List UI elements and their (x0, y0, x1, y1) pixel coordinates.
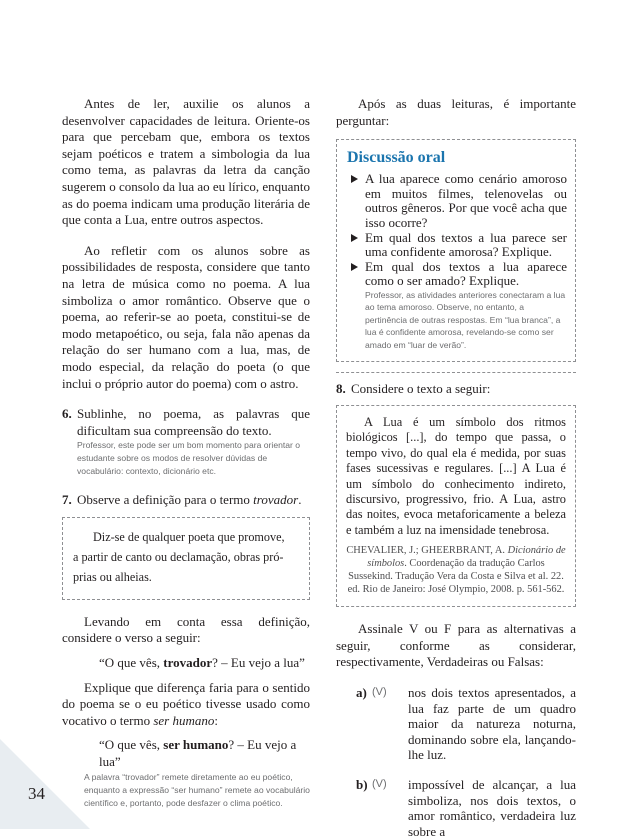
alternative-a (336, 685, 576, 763)
question-8-number: 8. (336, 381, 346, 397)
question-6 (62, 406, 310, 478)
alternative-b-letter: b) (356, 777, 368, 793)
discussion-item: Em qual dos textos a lua parece ser uma confidente amorosa? Explique. (347, 231, 567, 260)
question-6-text: Sublinhe, no poema, as palavras que dificultam sua compreensão do texto. (77, 406, 310, 438)
verse-ser-humano-term: ser humano (163, 737, 229, 753)
question-8-text: Considere o texto a seguir: (351, 381, 491, 397)
question-7 (62, 492, 310, 509)
definition-line-2: a partir de canto ou declamação, obras pró- (73, 549, 284, 564)
definition-line-3: prias ou alheias. (73, 569, 152, 584)
quote-box (336, 405, 576, 607)
question-7-number: 7. (62, 492, 72, 508)
triangle-bullet-icon (351, 234, 358, 242)
alternative-a-text: nos dois textos apresentados, a lua faz parte de um quadro maior da natureza noturna, dominando sobre ela, lançando-lhe luz. (408, 685, 576, 763)
alternative-a-answer: (V) (372, 686, 387, 699)
triangle-bullet-icon (351, 175, 358, 183)
question-6-teacher-note: Professor, este pode ser um bom momento para orientar o estudante sobre os modos de resolver dúvidas de vocabulário: contexto, dicionário etc. (77, 440, 301, 477)
teacher-paragraph-1: Antes de ler, auxilie os alunos a desenvolver capacidades de leitura. Oriente-os para que percebam que, embora os textos sejam poéticos e tratem a simbologia da lua como tema, as palavras da letra da canção sugerem o consolo da lua ao eu lírico, enquanto as do poema indicam uma produção literária de que conta a Lua, entre outros aspectos. (62, 96, 311, 228)
verse-trovador-term: trovador (163, 655, 213, 671)
quote-text: A Lua é um símbolo dos ritmos biológicos [...], do tempo que passa, o tempo vivo, do qual ela é medida, por suas fases sucessivas e regulares. [...] A Lua é um símbolo do conhecimento indireto, discursivo, progressivo, frio. A Lua, astro das noites, evoca metaforicamente a beleza e também a luz na imensidade tenebrosa. (346, 415, 566, 537)
discussion-item: A lua aparece como cenário amoroso em muitos filmes, telenovelas ou outros gêneros. Por que você acha que isso ocorre? (347, 172, 567, 230)
question-8 (336, 381, 576, 398)
consider-verse-paragraph: Levando em conta essa definição, considere o verso a seguir: (62, 613, 310, 646)
discussion-item: Em qual dos textos a lua aparece como o ser amado? Explique. (347, 260, 567, 289)
question-7-text: Observe a definição para o termo trovador. (77, 492, 302, 508)
intro-paragraph: Após as duas leituras, é importante perguntar: (336, 96, 576, 128)
question-6-number: 6. (62, 406, 72, 422)
verse-trovador: “O que vês, trovador? – Eu vejo a lua” (99, 655, 305, 671)
verse-teacher-note: A palavra “trovador” remete diretamente ao eu poético, enquanto a expressão “ser humano” remete ao vocabulário científico e, portanto, pode desfazer o clima poético. (84, 771, 310, 808)
explain-paragraph: Explique que diferença faria para o sentido do poema se o eu poético tivesse usado como vocativo o termo ser humano: (62, 679, 310, 728)
triangle-bullet-icon (351, 263, 358, 271)
alternative-a-letter: a) (356, 685, 367, 701)
explain-term: ser humano (153, 712, 215, 728)
alternative-b (336, 777, 576, 839)
definition-line-1: Diz-se de qualquer poeta que promove, (93, 529, 285, 544)
right-column (336, 96, 576, 839)
question-7-term: trovador (253, 492, 299, 508)
verse-ser-humano: “O que vês, ser humano? – Eu vejo a lua” (99, 737, 297, 770)
definition-box (62, 517, 310, 600)
oral-discussion-title: Discussão oral (347, 149, 446, 167)
true-false-instruction: Assinale V ou F para as alternativas a seguir, conforme as considerar, respectivamente, Verdadeiras ou Falsas: (336, 621, 576, 670)
left-column (62, 96, 310, 810)
discussion-teacher-note: Professor, as atividades anteriores conectaram a lua ao tema amoroso. Observe, no entanto, a pertinência de outras respostas. Em “lua branca”, a lua é confidente amorosa, revelando-se como ser amado em “luar de verão”. (365, 289, 566, 350)
oral-discussion-box (336, 139, 576, 362)
section-divider (336, 372, 576, 373)
teacher-paragraph-2: Ao refletir com os alunos sobre as possibilidades de resposta, considere que tanto na letra de música como no poema. A lua simboliza o amor romântico. Observe que o poema, ao referir-se ao poeta, constitui-se de modo metapoético, ou seja, fala não apenas da relação do ser humano com a lua, mas, de modo especial, da relação do poeta (o que inclui o próprio autor do poema) com o astro. (62, 242, 310, 391)
quote-credit: CHEVALIER, J.; GHEERBRANT, A. Dicionário de símbolos. Coordenação da tradução Carlos Sussekind. Tradução Vera da Costa e Silva et al. 22. ed. Rio de Janeiro: José Olympio, 2008. p. 561-562. (346, 545, 566, 596)
alternative-b-text: impossível de alcançar, a lua simboliza, nos dois textos, o amor romântico, verdadeira luz sobre a (408, 777, 576, 839)
page-number: 34 (28, 784, 45, 803)
alternative-b-answer: (V) (372, 778, 387, 791)
